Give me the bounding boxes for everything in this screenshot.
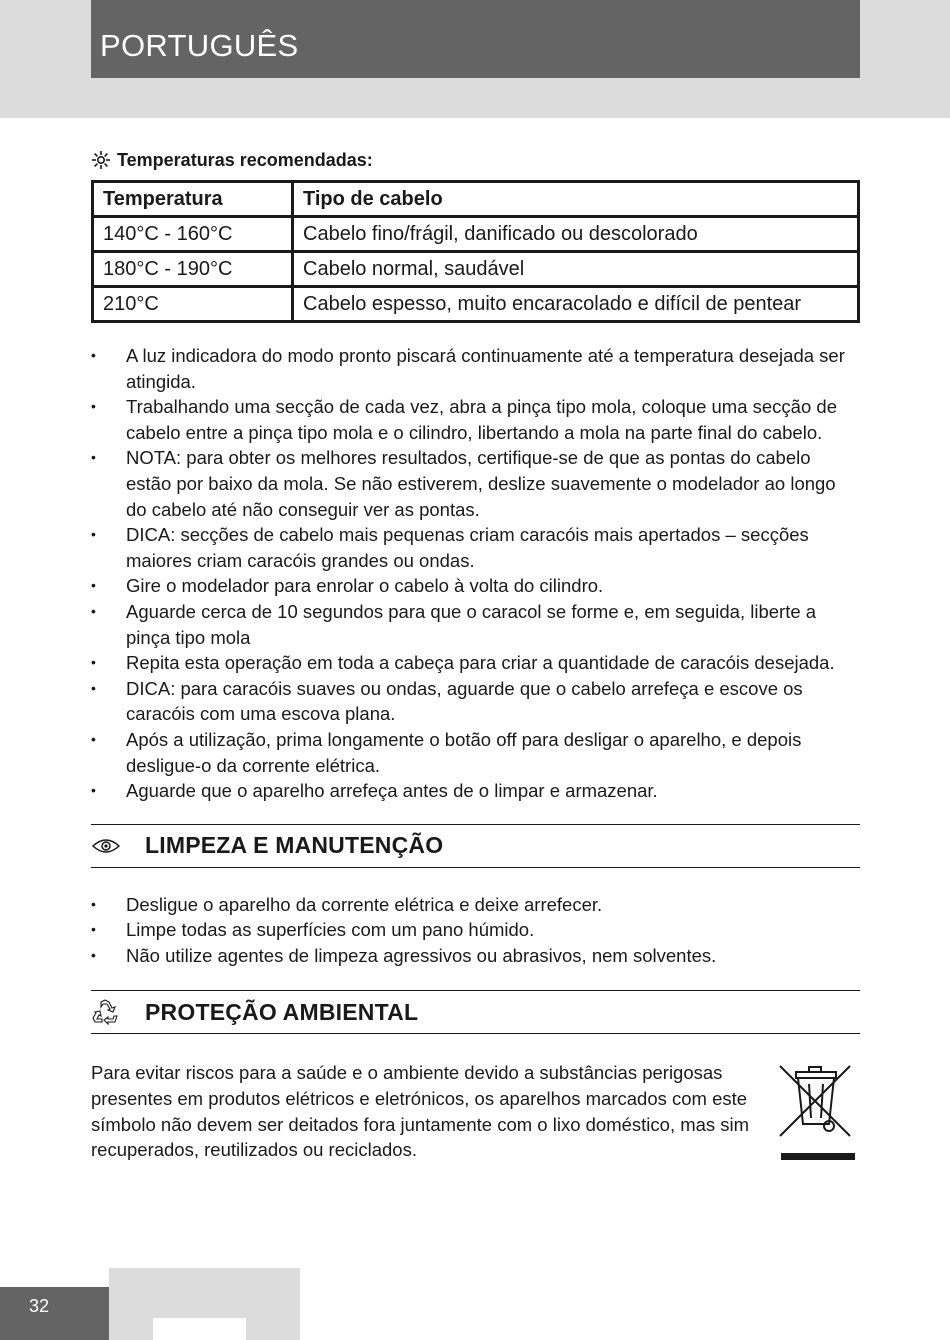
list-item: • Após a utilização, prima longamente o botão off para desligar o aparelho, e depois desligue-o da corrente elétrica.	[91, 727, 860, 778]
column-header-temperature: Temperatura	[93, 182, 293, 217]
list-item: • Desligue o aparelho da corrente elétrica e deixe arrefecer.	[91, 892, 860, 918]
cleaning-section-title: LIMPEZA E MANUTENÇÃO	[145, 832, 444, 859]
table-cell-temperature: 180°C - 190°C	[93, 252, 293, 287]
table-cell-temperature: 140°C - 160°C	[93, 217, 293, 252]
footer-tab	[153, 1318, 246, 1340]
list-item: • Não utilize agentes de limpeza agressivos ou abrasivos, nem solventes.	[91, 943, 860, 969]
page-number-box	[0, 1287, 109, 1340]
sun-icon	[91, 150, 111, 170]
environment-section-title: PROTEÇÃO AMBIENTAL	[145, 998, 419, 1025]
eye-icon	[91, 836, 121, 856]
list-item: • Limpe todas as superfícies com um pano húmido.	[91, 917, 860, 943]
temperature-heading	[91, 145, 860, 175]
temperature-table	[91, 180, 860, 323]
table-cell-hair-type: Cabelo espesso, muito encaracolado e difícil de pentear	[293, 287, 859, 322]
environment-paragraph: Para evitar riscos para a saúde e o ambiente devido a substâncias perigosas presentes em produtos elétricos e eletrónicos, os aparelhos marcados com este símbolo não devem ser deitados fora juntamente com o lixo doméstico, mas sim recuperados, reutilizados ou reciclados.	[91, 1062, 750, 1161]
table-row	[93, 287, 859, 322]
table-cell-hair-type: Cabelo normal, saudável	[293, 252, 859, 287]
cleaning-section-header	[91, 824, 860, 868]
table-row	[93, 217, 859, 252]
list-item: • NOTA: para obter os melhores resultados, certifique-se de que as pontas do cabelo estão por baixo da mola. Se não estiverem, deslize suavemente o modelador ao longo do cabelo até não conseguir ver as pontas.	[91, 445, 860, 522]
table-row	[93, 252, 859, 287]
environment-body	[91, 1060, 860, 1169]
usage-instructions-list	[91, 343, 860, 804]
page-content	[91, 145, 860, 1169]
list-item: • DICA: para caracóis suaves ou ondas, aguarde que o cabelo arrefeça e escove os caracóis com uma escova plana.	[91, 676, 860, 727]
table-header-row	[93, 182, 859, 217]
recycle-icon	[91, 999, 119, 1025]
page-number: 32	[29, 1296, 50, 1316]
crossed-out-bin-icon	[776, 1060, 860, 1164]
language-bar	[91, 0, 860, 78]
list-item: • DICA: secções de cabelo mais pequenas criam caracóis mais apertados – secções maiores criam caracóis grandes ou ondas.	[91, 522, 860, 573]
list-item: • Repita esta operação em toda a cabeça para criar a quantidade de caracóis desejada.	[91, 650, 860, 676]
table-cell-hair-type: Cabelo fino/frágil, danificado ou descolorado	[293, 217, 859, 252]
list-item: • Aguarde cerca de 10 segundos para que o caracol se forme e, em seguida, liberte a pinça tipo mola	[91, 599, 860, 650]
list-item: • Trabalhando uma secção de cada vez, abra a pinça tipo mola, coloque uma secção de cabelo entre a pinça tipo mola e o cilindro, libertando a mola na parte final do cabelo.	[91, 394, 860, 445]
table-cell-temperature: 210°C	[93, 287, 293, 322]
temperature-heading-label: Temperaturas recomendadas:	[117, 149, 373, 170]
cleaning-list	[91, 892, 860, 969]
list-item: • Aguarde que o aparelho arrefeça antes de o limpar e armazenar.	[91, 778, 860, 804]
list-item: • A luz indicadora do modo pronto piscará continuamente até a temperatura desejada ser atingida.	[91, 343, 860, 394]
language-title: PORTUGUÊS	[100, 28, 299, 63]
column-header-hair-type: Tipo de cabelo	[293, 182, 859, 217]
environment-section-header	[91, 990, 860, 1034]
list-item: • Gire o modelador para enrolar o cabelo à volta do cilindro.	[91, 573, 860, 599]
weee-symbol	[776, 1060, 860, 1169]
